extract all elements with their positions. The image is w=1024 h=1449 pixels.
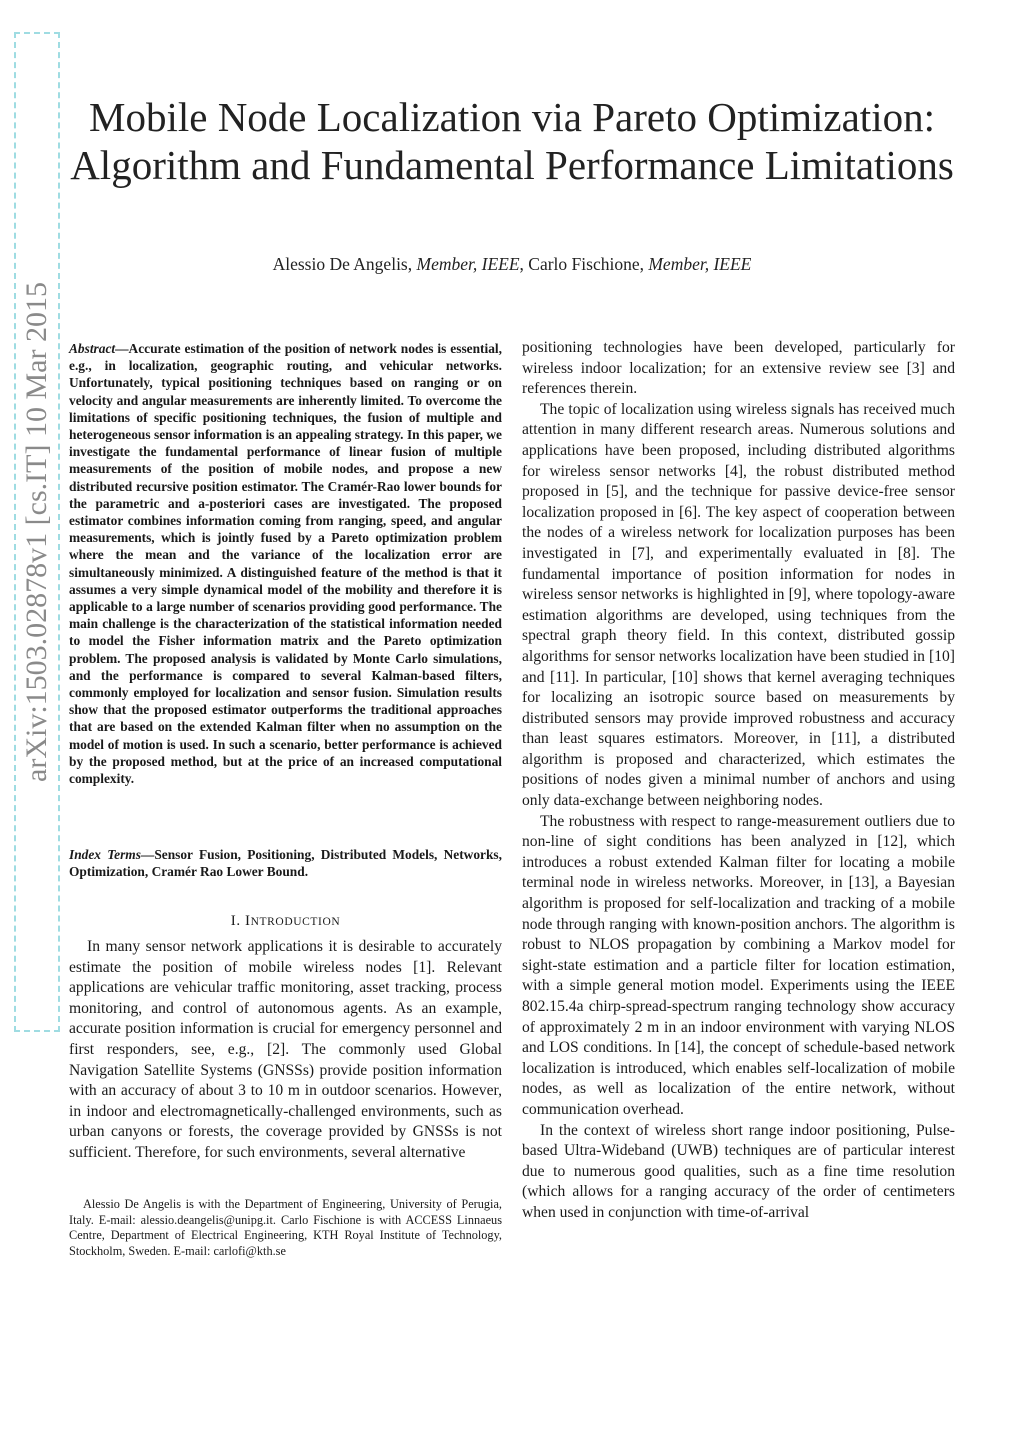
paragraph: In many sensor network applications it is desirable to accurately estimate the position of mobile wireless nodes [1]. Relevant applications are vehicular traffic monitoring, asset tracking, process monitoring, and control of autonomous agents. As an example, accurate position information is crucial for emergency personnel and first responders, see, e.g., [2]. The commonly used Global Navigation Satellite Systems (GNSSs) provide position information with an accuracy of about 3 to 10 m in outdoor scenarios. However, in indoor and electromagnetically-challenged environments, such as urban canyons or forests, the coverage provided by GNSSs is not sufficient. Therefore, for such environments, several alternative [69, 938, 502, 1161]
paper-title: Mobile Node Localization via Pareto Optimization: Algorithm and Fundamental Performance Limitations [70, 94, 954, 188]
section-title: NTRODUCTION [250, 916, 341, 928]
paragraph: The robustness with respect to range-measurement outliers due to non-line of sight conditions has been analyzed in [12], which introduces a robust extended Kalman filter for locating a mobile terminal node in wireless networks. Moreover, in [13], a Bayesian algorithm is proposed for self-localization and tracking of a mobile node through ranging with known-position anchors. The algorithm is robust to NLOS propagation by combining a Markov model for sight-state estimation and a particle filter for location estimation, with a simple general motion model. Experiments using the IEEE 802.15.4a chirp-spread-spectrum ranging technology show accuracy of approximately 2 m in an indoor environment with varying NLOS and LOS conditions. In [14], the concept of schedule-based network localization is introduced, which enables self-localization of mobile nodes, as well as localization of the entire network, without communication overhead. [522, 812, 955, 1118]
paragraph: positioning technologies have been developed, particularly for wireless indoor localization; for an extensive review see [3] and references therein. [522, 339, 955, 398]
intro-left-column [69, 937, 502, 1164]
author-2-affiliation: Member, IEEE [648, 254, 752, 274]
author-footnote: Alessio De Angelis is with the Department of Engineering, University of Perugia, Italy. E-mail: alessio.deangelis@unipg.it. Carlo Fischione is with ACCESS Linnaeus Centre, Department of Electrical Engineering, KTH Royal Institute of Technology, Stockholm, Sweden. E-mail: carlofi@kth.se [69, 1197, 502, 1258]
section-number: I. I [230, 913, 251, 929]
author-1: Alessio De Angelis, [272, 254, 417, 274]
author-1-affiliation: Member, IEEE [416, 254, 520, 274]
index-terms-text: —Sensor Fusion, Positioning, Distributed Models, Networks, Optimization, Cramér Rao Lower Bound. [69, 847, 502, 880]
author-line [60, 253, 964, 275]
arxiv-identifier-stamp: arXiv:1503.02878v1 [cs.IT] 10 Mar 2015 [14, 32, 60, 1032]
paragraph: In the context of wireless short range indoor positioning, Pulse-based Ultra-Wideband (UWB) techniques are of particular interest due to numerous good qualities, such as a fine time resolution (which allows for a ranging accuracy of the order of centimeters when used in conjunction with time-of-arrival [522, 1121, 955, 1221]
index-terms-label: Index Terms [69, 847, 141, 862]
section-heading-introduction [69, 912, 502, 931]
abstract-label: Abstract [69, 341, 116, 356]
intro-right-column [522, 338, 955, 1224]
abstract [69, 340, 502, 787]
paragraph: The topic of localization using wireless signals has received much attention in many different research areas. Numerous solutions and applications have been proposed, including distributed algorithms for wireless sensor networks [4], the robust distributed method proposed in [5], and the technique for passive device-free sensor localization proposed in [6]. The key aspect of cooperation between the nodes of a wireless network for localization purposes has been investigated in [7], and experimentally evaluated in [8]. The fundamental importance of position information for nodes in wireless sensor networks is highlighted in [9], where topology-aware estimation algorithms are developed, using techniques from the spectral graph theory field. In this context, distributed gossip algorithms for sensor networks localization have been studied in [10] and [11]. In particular, [10] shows that kernel averaging techniques for localizing an isotropic source based on measurements by distributed sensors may provide improved robustness and accuracy than least squares estimators. Moreover, in [11], a distributed algorithm is proposed and characterized, which estimates the positions of nodes given a minimal number of anchors and using only data-exchange between neighboring nodes. [522, 400, 955, 810]
author-separator: , Carlo Fischione, [519, 254, 649, 274]
index-terms [69, 846, 502, 880]
abstract-text: —Accurate estimation of the position of network nodes is essential, e.g., in localization, geographic routing, and vehicular networks. Unfortunately, typical positioning techniques based on ranging or on velocity and angular measurements are inherently limited. To overcome the limitations of specific positioning techniques, the fusion of multiple and heterogeneous sensor information is an appealing strategy. In this paper, we investigate the fundamental performance of linear fusion of multiple measurements of the position of mobile nodes, and propose a new distributed recursive position estimator. The Cramér-Rao lower bounds for the parametric and a-posteriori cases are investigated. The proposed estimator combines information coming from ranging, speed, and angular measurements, which is jointly fused by a Pareto optimization problem where the mean and the variance of the localization error are simultaneously minimized. A distinguished feature of the method is that it assumes a very simple dynamical model of the mobility and therefore it is applicable to a large number of scenarios providing good performance. The main challenge is the characterization of the statistical information needed to model the Fisher information matrix and the Pareto optimization problem. The proposed analysis is validated by Monte Carlo simulations, and the performance is compared to several Kalman-based filters, commonly employed for localization and sensor fusion. Simulation results show that the proposed estimator outperforms the traditional approaches that are based on the extended Kalman filter when no assumption on the model of motion is used. In such a scenario, better performance is achieved by the proposed method, but at the price of an increased computational complexity. [69, 341, 502, 787]
